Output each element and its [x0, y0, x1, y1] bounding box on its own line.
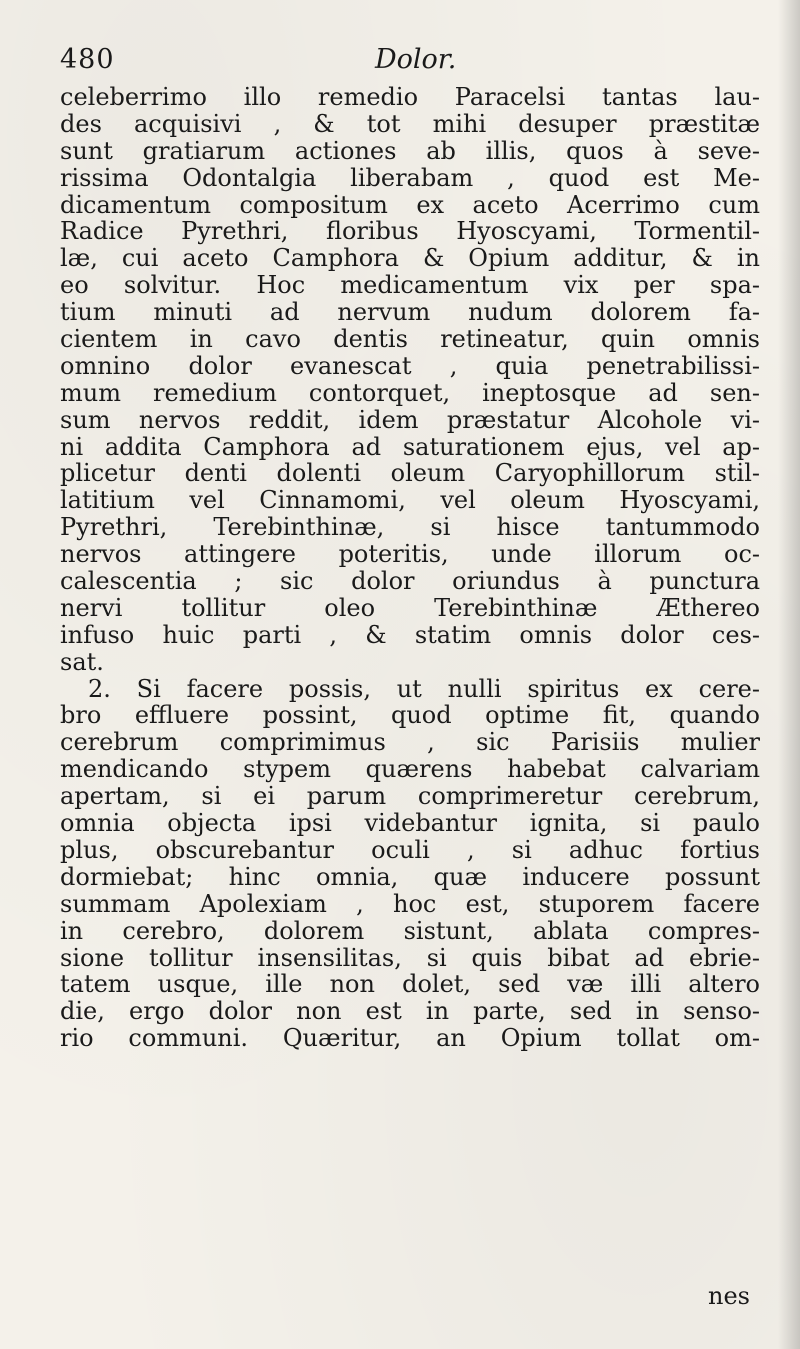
- paragraph-1: [60, 84, 760, 676]
- text-line: Radice Pyrethri, floribus Hyoscyami, Tormentil-: [60, 218, 760, 246]
- text-line: rissima Odontalgia liberabam , quod est Me-: [60, 164, 760, 192]
- text-line: des acquisivi , & tot mihi desuper præstitæ: [60, 110, 760, 138]
- text-line: Pyrethri, Terebinthinæ, si hisce tantummodo: [60, 514, 760, 542]
- text-line: tatem usque, ille non dolet, sed væ illi altero: [60, 971, 760, 999]
- text-line: dicamentum compositum ex aceto Acerrimo cum: [60, 191, 760, 219]
- text-line: calescentia ; sic dolor oriundus à punctura: [60, 568, 760, 595]
- paragraph-2: [60, 676, 760, 1052]
- page-number: 480: [60, 44, 115, 75]
- text-line: eo solvitur. Hoc medicamentum vix per spa-: [60, 272, 760, 300]
- text-line: omnino dolor evanescat , quia penetrabilissi-: [60, 352, 760, 380]
- text-line: sum nervos reddit, idem præstatur Alcohole vi-: [60, 406, 760, 434]
- text-line: rio communi. Quæritur, an Opium tollat om-: [60, 1025, 760, 1053]
- text-line: nervos attingere poteritis, unde illorum oc-: [60, 541, 760, 569]
- text-line: mum remedium contorquet, ineptosque ad sen-: [60, 379, 760, 407]
- page-header: [60, 44, 760, 84]
- text-line: læ, cui aceto Camphora & Opium additur, & in: [60, 245, 760, 273]
- text-line: sat.: [60, 648, 104, 676]
- text-line: infuso huic parti , & statim omnis dolor ces-: [60, 621, 760, 649]
- text-line: summam Apolexiam , hoc est, stuporem facere: [60, 890, 760, 918]
- text-line: dormiebat; hinc omnia, quæ inducere possunt: [60, 863, 760, 891]
- text-line: bro effluere possint, quod optime fit, quando: [60, 702, 760, 730]
- text-line: tium minuti ad nervum nudum dolorem fa-: [60, 299, 760, 327]
- text-line: 2. Si facere possis, ut nulli spiritus ex cere-: [88, 675, 760, 703]
- text-line: sione tollitur insensilitas, si quis bibat ad ebrie-: [60, 944, 760, 972]
- text-line: omnia objecta ipsi videbantur ignita, si paulo: [60, 810, 760, 837]
- text-line: die, ergo dolor non est in parte, sed in senso-: [60, 998, 760, 1026]
- text-line: plicetur denti dolenti oleum Caryophillorum stil-: [60, 460, 760, 488]
- body-text: [60, 84, 760, 1052]
- text-line: in cerebro, dolorem sistunt, ablata compres-: [60, 917, 760, 945]
- running-title: Dolor.: [375, 44, 457, 75]
- text-line: plus, obscurebantur oculi , si adhuc fortius: [60, 836, 760, 864]
- text-line: ni addita Camphora ad saturationem ejus, vel ap-: [60, 433, 760, 461]
- text-line: nervi tollitur oleo Terebinthinæ Æthereo: [60, 594, 760, 622]
- text-line: mendicando stypem quærens habebat calvariam: [60, 756, 760, 784]
- text-line: cerebrum comprimimus , sic Parisiis mulier: [60, 729, 760, 757]
- text-line: sunt gratiarum actiones ab illis, quos à seve-: [60, 137, 760, 165]
- catchword: nes: [708, 1282, 750, 1310]
- text-line: latitium vel Cinnamomi, vel oleum Hyoscyami,: [60, 487, 760, 515]
- text-line: celeberrimo illo remedio Paracelsi tantas lau-: [60, 84, 760, 111]
- text-line: cientem in cavo dentis retineatur, quin omnis: [60, 326, 760, 353]
- text-line: apertam, si ei parum comprimeretur cerebrum,: [60, 783, 760, 811]
